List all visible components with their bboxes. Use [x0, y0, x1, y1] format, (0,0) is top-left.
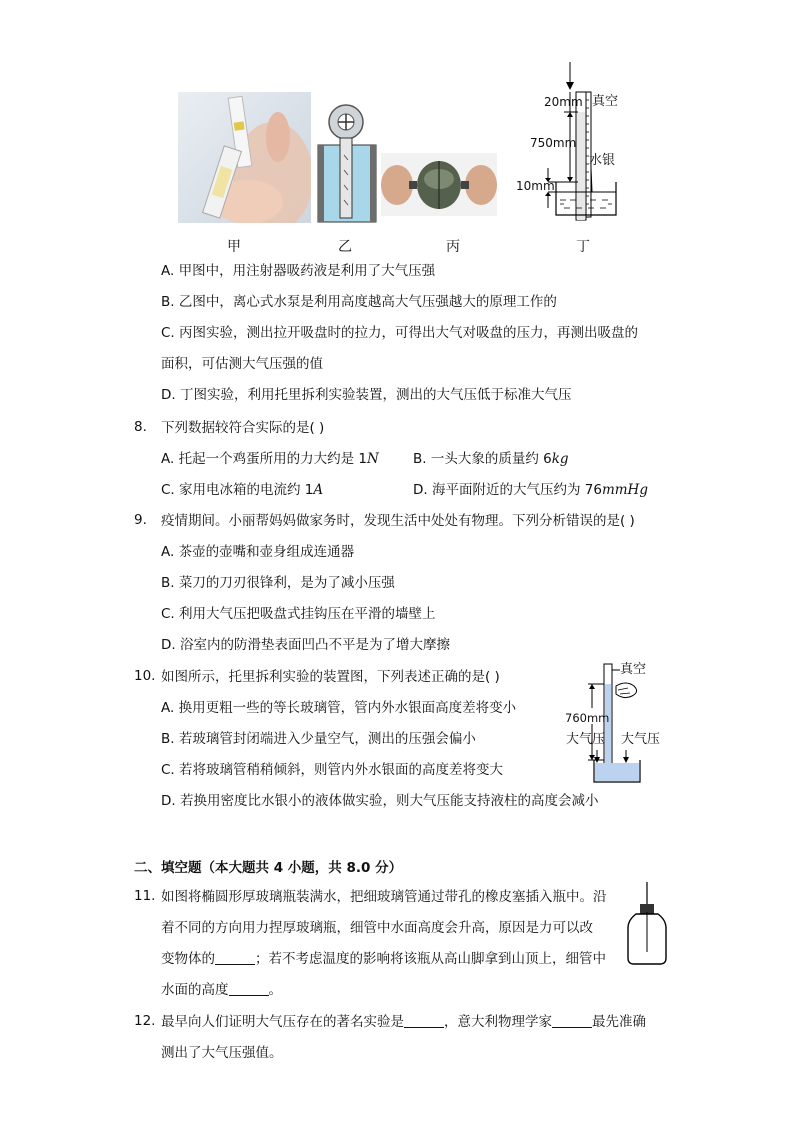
q8-stem: 下列数据较符合实际的是( ) — [161, 420, 325, 436]
ding-label-bottom: 10mm — [516, 179, 555, 193]
q10-number: 10. — [134, 668, 156, 684]
q10-fig-atm-left: 大气压 — [566, 732, 606, 747]
q12-blank-1[interactable] — [404, 1013, 444, 1028]
q11-line-1: 如图将椭圆形厚玻璃瓶装满水，把细玻璃管通过带孔的橡皮塞插入瓶中。沿 — [161, 889, 607, 905]
q8-option-d: D. 海平面附近的大气压约为 76mmHg — [413, 482, 648, 498]
q10-option-c: C. 若将玻璃管稍稍倾斜，则管内外水银面的高度差将变大 — [161, 762, 504, 778]
q10-stem: 如图所示，托里拆利实验的装置图，下列表述正确的是( ) — [161, 669, 500, 685]
q11-number: 11. — [134, 888, 156, 904]
q7-option-b: B. 乙图中，离心式水泵是利用高度越高大气压强越大的原理工作的 — [161, 294, 557, 310]
q10-fig-height: 760mm — [565, 711, 610, 725]
q11-blank-2[interactable] — [229, 981, 269, 996]
q7-option-a: A. 甲图中，用注射器吸药液是利用了大气压强 — [161, 263, 436, 279]
q10-option-b: B. 若玻璃管封闭端进入少量空气，测出的压强会偏小 — [161, 731, 476, 747]
caption-jia: 甲 — [227, 239, 241, 255]
caption-bing: 丙 — [446, 239, 460, 255]
caption-yi: 乙 — [338, 239, 352, 255]
ding-label-top-gap: 20mm — [544, 95, 583, 109]
q9-option-c: C. 利用大气压把吸盘式挂钩压在平滑的墙壁上 — [161, 606, 436, 622]
syringe-hand-illustration — [178, 92, 311, 223]
q10-option-d: D. 若换用密度比水银小的液体做实验，则大气压能支持液柱的高度会减小 — [161, 793, 599, 809]
bottle-diagram — [626, 882, 668, 966]
q10-option-a: A. 换用更粗一些的等长玻璃管，管内外水银面高度差将变小 — [161, 700, 517, 716]
hemispheres-illustration — [381, 153, 497, 216]
figure-bing-hemispheres-photo — [381, 153, 497, 216]
ding-label-vacuum: 真空 — [592, 94, 619, 109]
q8-number: 8. — [134, 419, 147, 435]
q12-line-2: 测出了大气压强值。 — [161, 1045, 283, 1061]
q11-line-2: 着不同的方向用力捏厚玻璃瓶，细管中水面高度会升高，原因是力可以改 — [161, 920, 593, 936]
q12-number: 12. — [134, 1013, 156, 1029]
q7-option-c: C. 丙图实验，测出拉开吸盘时的拉力，可得出大气对吸盘的压力，再测出吸盘的 — [161, 325, 639, 341]
q8-option-c: C. 家用电冰箱的电流约 1A — [161, 482, 324, 498]
q10-fig-vacuum: 真空 — [620, 662, 647, 677]
q8-option-b: B. 一头大象的质量约 6kg — [413, 451, 569, 467]
ding-label-height: 750mm — [530, 136, 577, 150]
q9-number: 9. — [134, 512, 147, 528]
q7-option-d: D. 丁图实验，利用托里拆利实验装置，测出的大气压低于标准大气压 — [161, 387, 572, 403]
q10-fig-atm-right: 大气压 — [621, 732, 661, 747]
q11-line-4: 水面的高度 。 — [161, 982, 282, 998]
q9-option-b: B. 菜刀的刀刃很锋利，是为了减小压强 — [161, 575, 395, 591]
q11-bottle-figure — [626, 882, 668, 966]
caption-ding: 丁 — [576, 239, 590, 255]
section-2-title: 二、填空题（本大题共 4 小题，共 8.0 分） — [134, 860, 403, 876]
figure-yi-centrifugal-pump — [318, 100, 376, 222]
q7-option-c-cont: 面积，可估测大气压强的值 — [161, 356, 323, 372]
q8-option-a: A. 托起一个鸡蛋所用的力大约是 1N — [161, 451, 379, 467]
q9-stem: 疫情期间。小丽帮妈妈做家务时，发现生活中处处有物理。下列分析错误的是( ) — [161, 513, 635, 529]
q9-option-a: A. 茶壶的壶嘴和壶身组成连通器 — [161, 544, 355, 560]
q12-line-1: 最早向人们证明大气压存在的著名实验是 ，意大利物理学家 最先准确 — [161, 1014, 646, 1030]
q9-option-d: D. 浴室内的防滑垫表面凹凸不平是为了增大摩擦 — [161, 637, 450, 653]
pump-diagram — [318, 100, 376, 222]
q11-line-3: 变物体的 ；若不考虑温度的影响将该瓶从高山脚拿到山顶上，细管中 — [161, 951, 606, 967]
q11-blank-1[interactable] — [215, 950, 255, 965]
q12-blank-2[interactable] — [552, 1013, 592, 1028]
ding-label-mercury: 水银 — [589, 153, 616, 168]
figure-jia-syringe-photo — [178, 92, 311, 223]
